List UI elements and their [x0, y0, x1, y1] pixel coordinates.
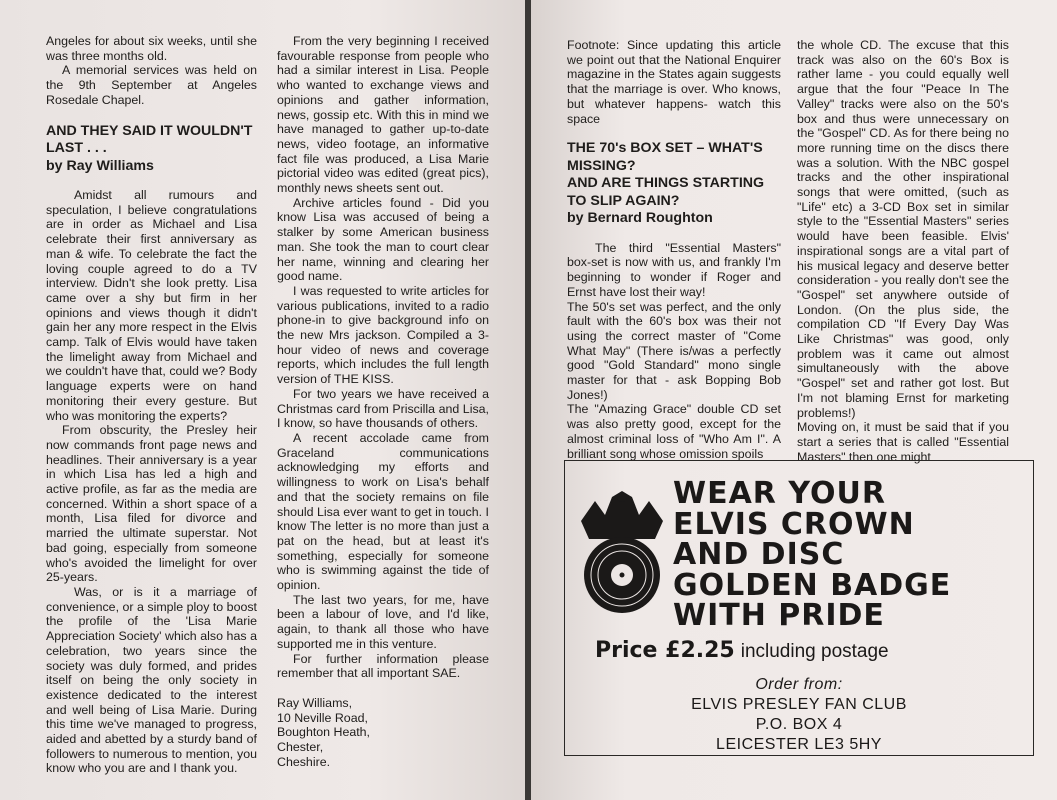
- price-value: Price £2.25: [595, 638, 735, 663]
- advert-headline: [673, 476, 1033, 633]
- article-byline: by Bernard Roughton: [567, 210, 713, 227]
- paragraph: The 50's set was perfect, and the only fault with the 60's box was their not using the correct master of "Come What May" (There is/was a perfectly good "Gold Standard" mono single master for that - ask Bopping Bob Jones!): [567, 299, 781, 402]
- headline-line: AND DISC: [673, 537, 845, 572]
- paragraph: For further information please remember that all important SAE.: [277, 651, 489, 681]
- paragraph: A recent accolade came from Graceland communications acknowledging my efforts and willingness to work on Lisa's behalf and that the society remains on file should Lisa ever want to get in touch. I know The letter is no more than just a pat on the head, but at least it's something, especially for someone who is swimming against the tide of opinion.: [277, 430, 489, 593]
- badge-advert: [564, 460, 1034, 756]
- address-line: 10 Neville Road,: [277, 710, 368, 725]
- paragraph: From obscurity, the Presley heir now commands front page news and headlines. Their anniversary is a year in which Lisa has led a high and active profile, as far as the media are concerned. Within a short space of a month, Lisa filed for divorce and married the ultimate superstar. Not bad going, especially from someone who's avoided the limelight for over 25-years.: [46, 423, 257, 585]
- address-line: Chester,: [277, 740, 324, 755]
- paragraph: Moving on, it must be said that if you start a series that is called "Essential Masters" then one might: [797, 420, 1009, 464]
- advert-order-details: [565, 675, 1033, 755]
- paragraph: The "Amazing Grace" double CD set was also pretty good, except for the almost criminal loss of "Who Am I". A brilliant song whose omission spoils: [567, 402, 781, 461]
- paragraph: Angeles for about six weeks, until she was three months old.: [46, 34, 257, 63]
- address-line: Cheshire.: [277, 754, 331, 769]
- left-page: [0, 0, 525, 800]
- headline-line: GOLDEN BADGE: [673, 567, 952, 603]
- order-address-line: P.O. BOX 4: [755, 716, 843, 733]
- headline-line: ELVIS CROWN: [673, 506, 915, 542]
- right-column-1: [567, 38, 781, 461]
- price-note: including postage: [740, 641, 889, 662]
- paragraph: A memorial services was held on the 9th September at Angeles Rosedale Chapel.: [46, 63, 257, 107]
- paragraph: Archive articles found - Did you know Lisa was accused of being a stalker by some American business man. She took the man to court clear her name, winning and clearing her good name.: [277, 195, 489, 284]
- article-byline: by Ray Williams: [46, 157, 154, 174]
- article-heading: AND ARE THINGS STARTING TO SLIP AGAIN?: [567, 175, 765, 209]
- left-column-2: [277, 34, 489, 769]
- address-line: Boughton Heath,: [277, 725, 371, 740]
- paragraph: Footnote: Since updating this article we point out that the National Enquirer magazine in the States again suggests that the marriage is over. Who knows, but whatever happens- watch this space: [567, 38, 781, 126]
- paragraph: I was requested to write articles for various publications, invited to a radio phone-in to give background info on the new Mrs jackson. Compiled a 3-hour video of news and coverage reports, which includes the full length version of THE KISS.: [277, 283, 489, 387]
- right-column-2: [797, 38, 1009, 464]
- order-address-line: ELVIS PRESLEY FAN CLUB: [691, 696, 907, 713]
- paragraph: Was, or is it a marriage of convenience, or a simple ploy to boost the profile of the 'Lisa Marie Appreciation Society' which also has a celebration, two years since the society was duly formed, and prides itself on being the only society in existence dedicated to the interest and well being of Lisa Marie. During this time we've managed to progress, aided and abetted by a sturdy band of followers to numerous to mention, you know who you are and I thank you.: [46, 585, 257, 776]
- author-address: [277, 696, 489, 770]
- paragraph: the whole CD. The excuse that this track was also on the 60's Box is rather lame - you could equally well argue that the four "Peace In The Valley" tracks were also on the 50's box and thus were unnecessary on the "Gospel" CD. As for there being no more running time on the discs there was a solution. With the NBC gospel tracks and the other inspirational songs that were omitted, (such as "Life" etc) a 3-CD Box set in similar style to the "Essential Masters" series would have been feasible. Elvis' inspirational songs are a vital part of his musical legacy and deserve better consideration - you really don't see the "Gospel" set anywhere outside of London. (On the plus side, the compilation CD "If Every Day Was Like Christmas" was good, only problem was it came out almost simultaneously with the above "Gospel" set and rather got lost. But I'm not blaming Ernst for marketing problems!): [797, 38, 1009, 420]
- article-heading: THE 70's BOX SET – WHAT'S MISSING?: [567, 140, 763, 174]
- article-heading: AND THEY SAID IT WOULDN'T LAST . . .: [46, 122, 253, 157]
- paragraph: For two years we have received a Christmas card from Priscilla and Lisa, I know, so have thousands of others.: [277, 386, 489, 431]
- paragraph: The last two years, for me, have been a labour of love, and I'd like, again, to thank all those who have supported me in this venture.: [277, 592, 489, 651]
- right-page: [531, 0, 1057, 800]
- crown-and-disc-logo: [575, 491, 669, 619]
- order-address-line: LEICESTER LE3 5HY: [716, 736, 882, 753]
- address-line: Ray Williams,: [277, 695, 353, 710]
- advert-price: [595, 638, 889, 663]
- left-column-1: [46, 34, 257, 776]
- paragraph: Amidst all rumours and speculation, I believe congratulations are in order as Michael and Lisa celebrate their first anniversary as man & wife. To celebrate the fact the loving couple agreed to do a TV interview. Didn't she look pretty. Lisa came over a shy but firm in her opinions and views though it didn't gain her any more respect in the Elvis camp. Talk of Elvis would have taken the limelight away from Michael and we couldn't have that, could we? Body language experts were on hand monitoring their every gesture. But who was monitoring the experts?: [46, 188, 257, 423]
- order-from-label: Order from:: [755, 676, 843, 693]
- paragraph: The third "Essential Masters" box-set is now with us, and frankly I'm beginning to wonder if Roger and Ernst have lost their way!: [567, 240, 781, 299]
- headline-line: WEAR YOUR: [673, 476, 886, 511]
- paragraph: From the very beginning I received favourable response from people who had a similar interest in Lisa. People who wanted to exchange views and opinions and gather information, news, gossip etc. With this in mind we have managed to gather up-to-date news, video footage, an informative fact file was produced, a Lisa Marie pictorial video was edited (great pics), monthly news sheets sent out.: [277, 34, 489, 196]
- headline-line: WITH PRIDE: [673, 598, 885, 633]
